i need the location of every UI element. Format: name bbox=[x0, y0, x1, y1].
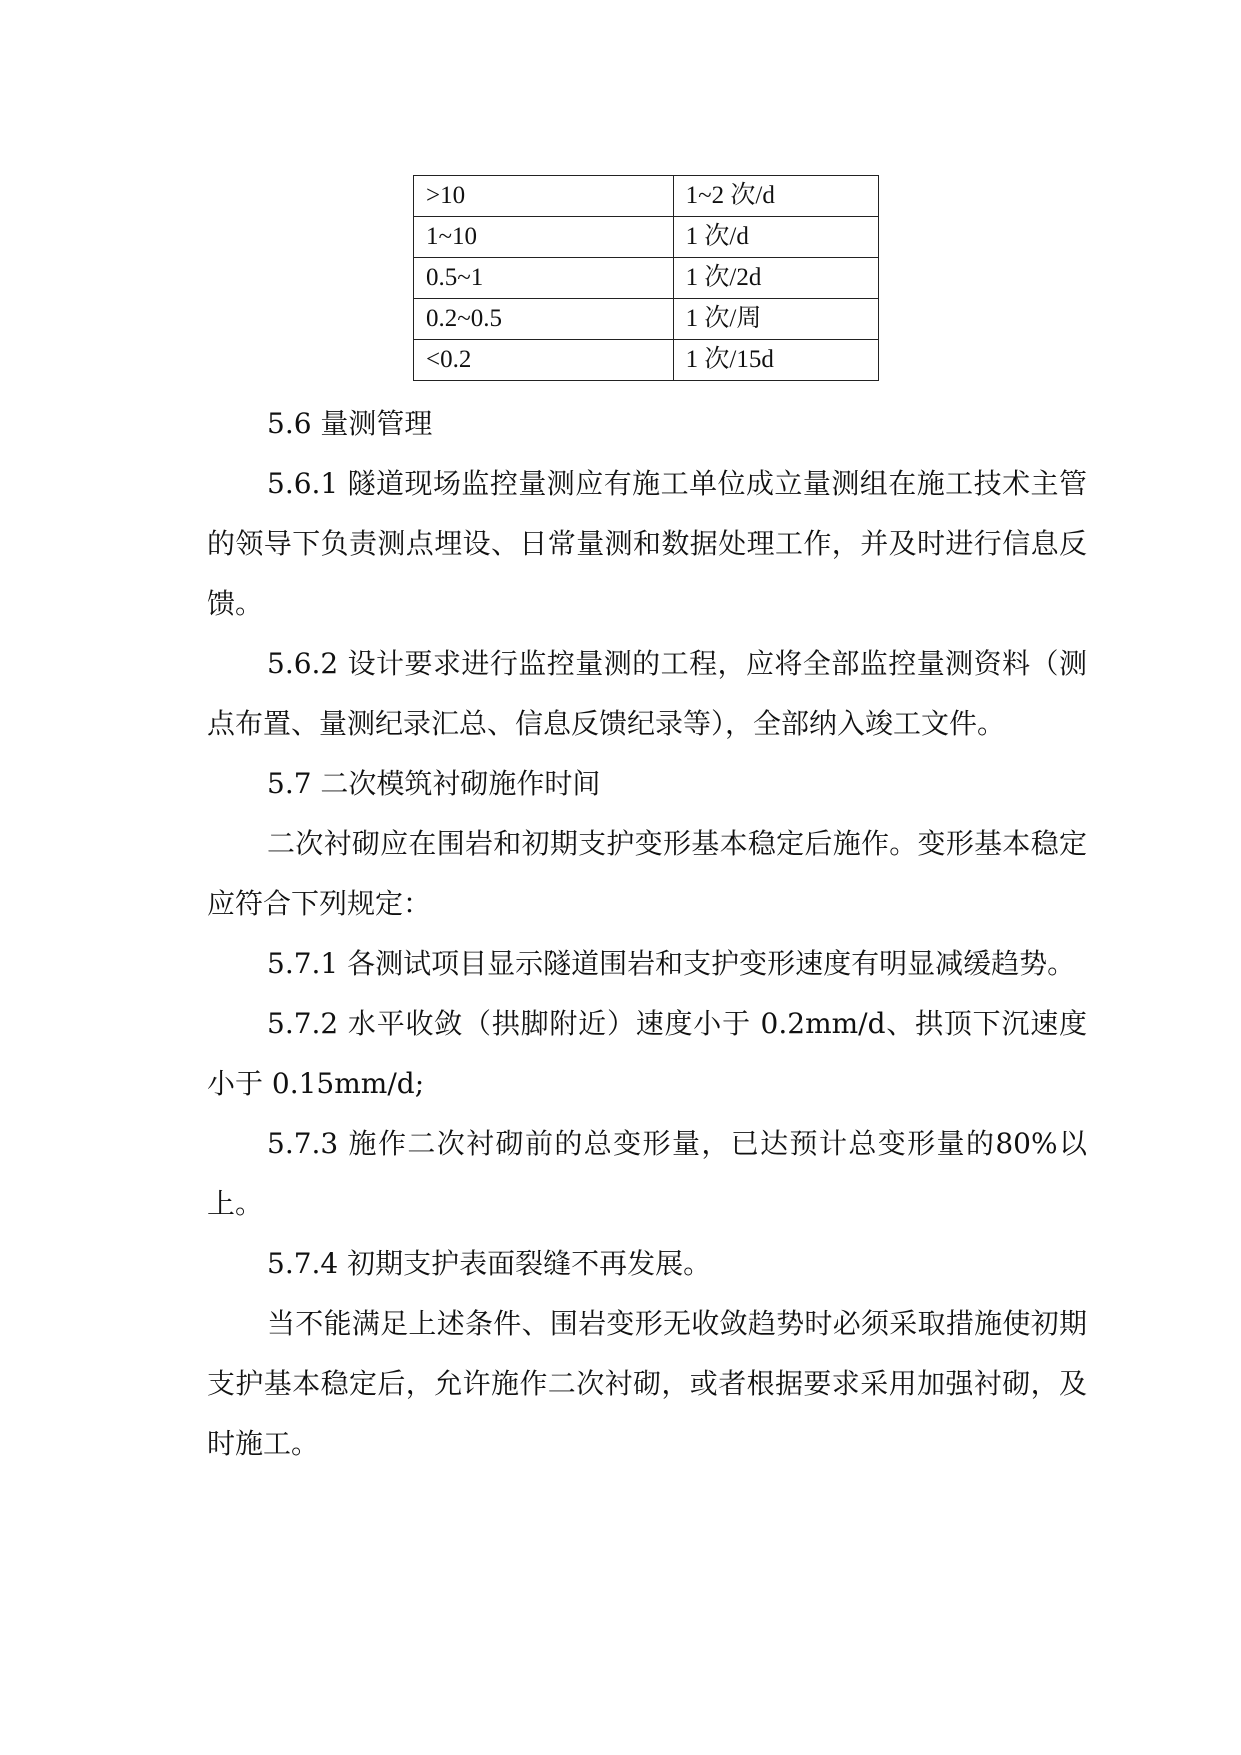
table-row bbox=[414, 217, 879, 258]
table-cell-frequency: 1 次/15d bbox=[673, 340, 878, 381]
body-text bbox=[207, 394, 1087, 1474]
measurement-frequency-table bbox=[413, 175, 879, 381]
table-row bbox=[414, 258, 879, 299]
table-row bbox=[414, 176, 879, 217]
table-cell-rate: 1~10 bbox=[414, 217, 674, 258]
section-heading-5-6: 5.6 量测管理 bbox=[267, 407, 433, 440]
table-cell-rate: 0.5~1 bbox=[414, 258, 674, 299]
table-cell-rate: >10 bbox=[414, 176, 674, 217]
paragraph-5-7-4: 5.7.4 初期支护表面裂缝不再发展。 bbox=[267, 1247, 712, 1280]
table-cell-frequency: 1~2 次/d bbox=[673, 176, 878, 217]
section-heading-5-7: 5.7 二次模筑衬砌施作时间 bbox=[267, 767, 601, 800]
paragraph-5-6-2: 5.6.2 设计要求进行监控量测的工程，应将全部监控量测资料（测点布置、量测纪录汇总、信息反馈纪录等），全部纳入竣工文件。 bbox=[207, 647, 1087, 740]
paragraph-5-7-intro: 二次衬砌应在围岩和初期支护变形基本稳定后施作。变形基本稳定应符合下列规定： bbox=[207, 827, 1087, 920]
paragraph-5-6-1: 5.6.1 隧道现场监控量测应有施工单位成立量测组在施工技术主管的领导下负责测点埋设、日常量测和数据处理工作，并及时进行信息反馈。 bbox=[207, 467, 1087, 620]
table-row bbox=[414, 299, 879, 340]
paragraph-closing: 当不能满足上述条件、围岩变形无收敛趋势时必须采取措施使初期支护基本稳定后，允许施作二次衬砌，或者根据要求采用加强衬砌，及时施工。 bbox=[207, 1307, 1087, 1460]
table-cell-frequency: 1 次/周 bbox=[673, 299, 878, 340]
table-cell-frequency: 1 次/d bbox=[673, 217, 878, 258]
table-cell-rate: 0.2~0.5 bbox=[414, 299, 674, 340]
paragraph-5-7-3: 5.7.3 施作二次衬砌前的总变形量，已达预计总变形量的80%以上。 bbox=[207, 1127, 1087, 1220]
paragraph-5-7-2: 5.7.2 水平收敛（拱脚附近）速度小于 0.2mm/d、拱顶下沉速度小于 0.15mm/d; bbox=[207, 1007, 1087, 1100]
paragraph-5-7-1: 5.7.1 各测试项目显示隧道围岩和支护变形速度有明显减缓趋势。 bbox=[267, 947, 1076, 980]
table-cell-rate: <0.2 bbox=[414, 340, 674, 381]
table-row bbox=[414, 340, 879, 381]
table-cell-frequency: 1 次/2d bbox=[673, 258, 878, 299]
